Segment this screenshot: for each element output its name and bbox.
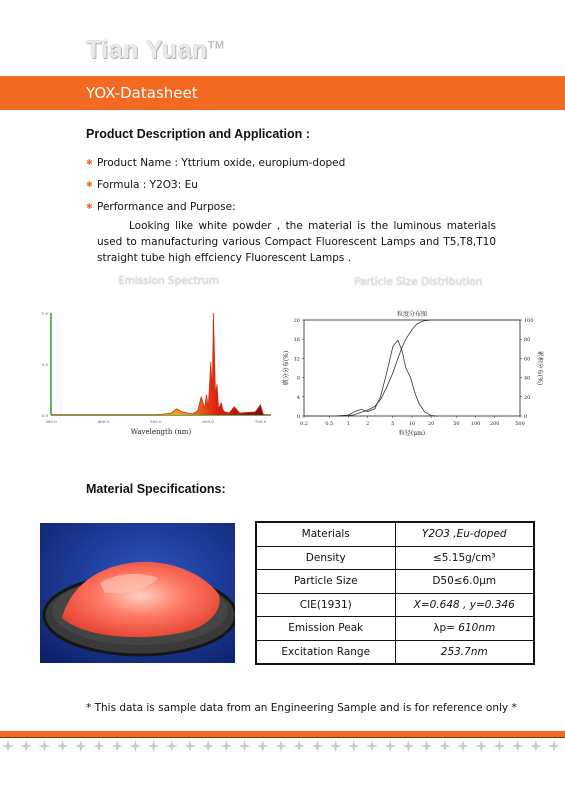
description-list bbox=[86, 156, 496, 266]
star-icon bbox=[366, 740, 378, 752]
y-tick-label-right: 60 bbox=[524, 356, 531, 363]
y-tick-label-right: 0 bbox=[524, 414, 528, 420]
x-tick-label: 0.2 bbox=[300, 421, 308, 427]
bullet-icon: ✱ bbox=[86, 158, 93, 167]
y-tick-label-left: 0 bbox=[296, 414, 300, 420]
star-icon bbox=[330, 740, 342, 752]
star-icon bbox=[2, 740, 14, 752]
title-banner bbox=[0, 76, 565, 110]
table-row bbox=[256, 593, 534, 617]
x-tick-label: 100 bbox=[470, 421, 481, 427]
star-icon bbox=[239, 740, 251, 752]
x-tick-label: 0.5 bbox=[325, 421, 334, 427]
star-icon bbox=[166, 740, 178, 752]
star-icon bbox=[311, 740, 323, 752]
star-icon bbox=[57, 740, 69, 752]
star-icon bbox=[512, 740, 524, 752]
star-icon bbox=[421, 740, 433, 752]
spectrum-fill bbox=[51, 313, 271, 415]
star-icon bbox=[257, 740, 269, 752]
x-tick-label: 500.0 bbox=[150, 419, 162, 424]
y-tick-label-left: 16 bbox=[293, 337, 300, 344]
x-axis-label: 粒径(μm) bbox=[398, 430, 426, 437]
x-tick-label: 2 bbox=[365, 421, 370, 427]
y-axis-label-left: 微分分布(%) bbox=[283, 350, 290, 386]
star-icon bbox=[548, 740, 560, 752]
y-tick-label: 0.5 bbox=[41, 362, 48, 367]
y-tick-label: 0.0 bbox=[41, 413, 48, 418]
star-icon bbox=[129, 740, 141, 752]
emission-chart-title: Emission Spectrum bbox=[118, 275, 219, 287]
star-icon bbox=[220, 740, 232, 752]
star-icon bbox=[530, 740, 542, 752]
table-row bbox=[256, 617, 534, 641]
star-icon bbox=[93, 740, 105, 752]
star-icon bbox=[38, 740, 50, 752]
star-icon bbox=[439, 740, 451, 752]
spec-name: CIE(1931) bbox=[256, 593, 395, 617]
star-icon bbox=[402, 740, 414, 752]
y-tick-label-right: 80 bbox=[524, 337, 531, 344]
disclaimer-note: * This data is sample data from an Engineering Sample and is for reference only * bbox=[86, 702, 517, 714]
star-icon bbox=[384, 740, 396, 752]
footer-bar bbox=[0, 731, 565, 738]
plot-frame bbox=[304, 320, 520, 416]
list-item-performance: ✱ Performance and Purpose: bbox=[86, 201, 236, 213]
table-row bbox=[256, 570, 534, 594]
star-icon bbox=[493, 740, 505, 752]
y-tick-label-right: 100 bbox=[524, 318, 534, 324]
spec-value: X=0.648 , y=0.346 bbox=[395, 593, 534, 617]
spec-table bbox=[255, 521, 535, 665]
spec-name: Density bbox=[256, 546, 395, 570]
bullet-icon: ✱ bbox=[86, 202, 93, 211]
x-tick-label: 50 bbox=[453, 421, 460, 427]
cumulative-curve bbox=[304, 320, 520, 416]
x-axis-label: Wavelength (nm) bbox=[130, 428, 192, 436]
footer-ornament bbox=[0, 740, 565, 754]
x-tick-label: 10 bbox=[408, 421, 416, 427]
list-item-formula: ✱ Formula : Y2O3: Eu bbox=[86, 179, 198, 191]
star-icon bbox=[293, 740, 305, 752]
spec-value: D50≤6.0μm bbox=[395, 570, 534, 594]
particle-size-chart bbox=[280, 303, 545, 443]
list-item-product-name: ✱ Product Name : Yttrium oxide, europium-doped bbox=[86, 157, 346, 169]
star-icon bbox=[111, 740, 123, 752]
star-icon bbox=[202, 740, 214, 752]
spec-value-prefix: λp= bbox=[433, 622, 459, 635]
bullet-icon: ✱ bbox=[86, 180, 93, 189]
spec-value: Y2O3 ,Eu-doped bbox=[395, 522, 534, 546]
spec-value bbox=[395, 617, 534, 641]
x-tick-label: 300.0 bbox=[45, 419, 57, 424]
star-icon bbox=[20, 740, 32, 752]
star-icon bbox=[457, 740, 469, 752]
y-tick-label: 1.0 bbox=[41, 311, 48, 316]
spec-name: Particle Size bbox=[256, 570, 395, 594]
x-tick-label: 400.0 bbox=[97, 419, 110, 424]
table-row bbox=[256, 522, 534, 546]
star-icon bbox=[75, 740, 87, 752]
performance-text: Looking like white powder , the material is the luminous materials used to manufacturing various Compact Fluorescent Lamps and T5,T8,T10 straight tube high effciency Fluorescent Lamps . bbox=[97, 220, 496, 264]
spectrum-line bbox=[51, 313, 271, 415]
product-photo bbox=[40, 523, 235, 663]
x-tick-label: 500 bbox=[515, 421, 525, 427]
star-icon bbox=[148, 740, 160, 752]
page-title: YOX-Datasheet bbox=[86, 84, 198, 102]
x-tick-label: 5 bbox=[391, 421, 395, 427]
specs-heading: Material Specifications: bbox=[86, 482, 226, 496]
x-tick-label: 20 bbox=[427, 421, 435, 427]
y-tick-label-left: 12 bbox=[293, 356, 300, 363]
x-tick-label: 1 bbox=[346, 421, 351, 427]
star-icon bbox=[475, 740, 487, 752]
differential-curve bbox=[304, 340, 437, 416]
spec-name: Materials bbox=[256, 522, 395, 546]
table-row bbox=[256, 546, 534, 570]
emission-spectrum-chart bbox=[36, 305, 276, 440]
y-tick-label-right: 20 bbox=[524, 394, 531, 401]
description-heading: Product Description and Application : bbox=[86, 127, 310, 141]
particle-chart-title: Particle Size Distribution bbox=[354, 276, 483, 288]
star-icon bbox=[184, 740, 196, 752]
y-tick-label-right: 40 bbox=[524, 375, 531, 382]
spec-value: ≤5.15g/cm³ bbox=[395, 546, 534, 570]
y-axis-label-right: 累积分布(%) bbox=[536, 350, 543, 386]
chart-subtitle: 粒度分布图 bbox=[396, 311, 428, 318]
spec-name: Emission Peak bbox=[256, 617, 395, 641]
y-tick-label-left: 20 bbox=[293, 318, 300, 324]
brand-logo: Tian Yuan™ bbox=[86, 36, 225, 64]
star-icon bbox=[348, 740, 360, 752]
spec-value-text: 610nm bbox=[458, 622, 496, 635]
table-row bbox=[256, 640, 534, 664]
y-tick-label-left: 4 bbox=[296, 394, 300, 401]
star-icon bbox=[275, 740, 287, 752]
x-tick-label: 700.0 bbox=[254, 419, 267, 424]
spec-value: 253.7nm bbox=[395, 640, 534, 664]
x-tick-label: 600.0 bbox=[202, 419, 214, 424]
spec-name: Excitation Range bbox=[256, 640, 395, 664]
x-tick-label: 200 bbox=[489, 421, 500, 427]
y-tick-label-left: 8 bbox=[296, 375, 300, 382]
